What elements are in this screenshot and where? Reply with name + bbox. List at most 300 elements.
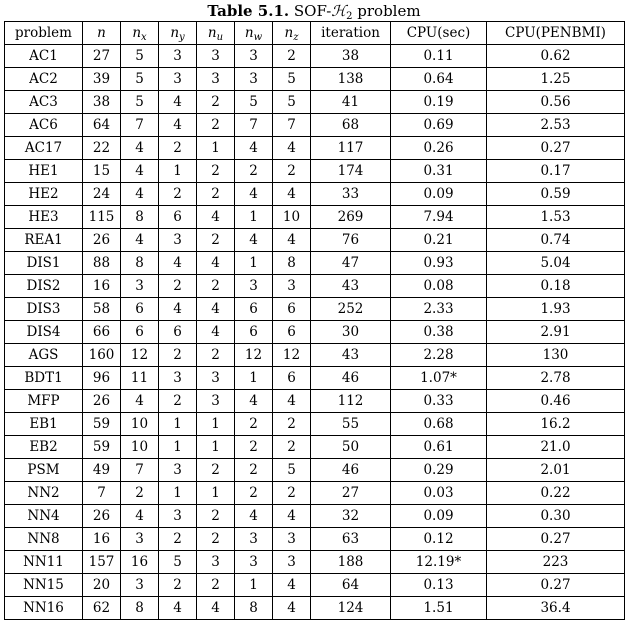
table-cell: 0.09 [391, 183, 487, 206]
table-cell: 4 [121, 137, 159, 160]
table-cell: 68 [311, 114, 391, 137]
table-cell: 0.93 [391, 252, 487, 275]
table-cell: 138 [311, 68, 391, 91]
column-header-subscript: x [141, 31, 147, 43]
table-cell: 76 [311, 229, 391, 252]
table-cell: 0.74 [487, 229, 625, 252]
table-cell: 55 [311, 413, 391, 436]
table-cell: 1 [197, 482, 235, 505]
table-cell: 0.09 [391, 505, 487, 528]
table-cell: 3 [121, 275, 159, 298]
table-cell: AC1 [5, 45, 83, 68]
table-cell: 2 [235, 436, 273, 459]
column-header [273, 22, 311, 45]
table-cell: 4 [273, 505, 311, 528]
table-cell: 0.27 [487, 528, 625, 551]
table-cell: 6 [235, 298, 273, 321]
table-cell: 16 [83, 275, 121, 298]
table-cell: 12 [235, 344, 273, 367]
table-cell: 7 [121, 459, 159, 482]
table-cell: 7 [273, 114, 311, 137]
table-row [5, 436, 625, 459]
table-cell: 3 [159, 459, 197, 482]
table-cell: 0.13 [391, 574, 487, 597]
table-cell: 4 [197, 321, 235, 344]
table-cell: 5 [159, 551, 197, 574]
table-cell: 41 [311, 91, 391, 114]
table-cell: 112 [311, 390, 391, 413]
table-cell: 8 [235, 597, 273, 620]
table-cell: 21.0 [487, 436, 625, 459]
table-cell: EB2 [5, 436, 83, 459]
table-cell: 47 [311, 252, 391, 275]
table-cell: 0.64 [391, 68, 487, 91]
table-cell: 32 [311, 505, 391, 528]
table-row [5, 413, 625, 436]
table-cell: 3 [235, 528, 273, 551]
table-cell: 3 [197, 45, 235, 68]
table-cell: DIS2 [5, 275, 83, 298]
column-header [197, 22, 235, 45]
header-row [5, 22, 625, 45]
table-cell: 4 [197, 298, 235, 321]
table-cell: 160 [83, 344, 121, 367]
table-cell: 0.08 [391, 275, 487, 298]
table-cell: 3 [235, 275, 273, 298]
table-cell: 12 [273, 344, 311, 367]
table-cell: 4 [235, 390, 273, 413]
table-cell: 2 [197, 114, 235, 137]
table-cell: 11 [121, 367, 159, 390]
column-header-label: iteration [321, 24, 380, 41]
caption-prefix: SOF- [293, 2, 332, 20]
table-cell: 0.26 [391, 137, 487, 160]
table-cell: 8 [273, 252, 311, 275]
table-cell: 0.12 [391, 528, 487, 551]
table-cell: 1 [235, 574, 273, 597]
table-cell: 2 [197, 505, 235, 528]
table-cell: 2 [235, 482, 273, 505]
table-cell: 4 [235, 183, 273, 206]
table-caption [0, 1, 628, 21]
table-cell: 8 [121, 206, 159, 229]
column-header-label: n [244, 24, 254, 41]
table-cell: 16 [121, 551, 159, 574]
table-cell: 5 [273, 91, 311, 114]
table-cell: 2 [273, 436, 311, 459]
table-cell: 0.11 [391, 45, 487, 68]
caption-math-sub: 2 [346, 11, 353, 22]
table-cell: 3 [121, 528, 159, 551]
table-cell: 1 [235, 206, 273, 229]
table-cell: 7 [235, 114, 273, 137]
column-header-label: n [170, 24, 180, 41]
table-cell: AC3 [5, 91, 83, 114]
column-header-label: n [284, 24, 294, 41]
table-cell: 223 [487, 551, 625, 574]
table-cell: PSM [5, 459, 83, 482]
table-cell: 2.91 [487, 321, 625, 344]
table-cell: 2 [273, 160, 311, 183]
table-cell: DIS4 [5, 321, 83, 344]
table-cell: 0.29 [391, 459, 487, 482]
table-row [5, 68, 625, 91]
table-cell: 0.27 [487, 137, 625, 160]
table-cell: 1 [159, 436, 197, 459]
table-cell: 2 [197, 91, 235, 114]
table-cell: 6 [273, 298, 311, 321]
table-cell: 5.04 [487, 252, 625, 275]
table-cell: 27 [83, 45, 121, 68]
caption-suffix: problem [352, 2, 421, 20]
column-header-label: CPU(sec) [406, 24, 471, 41]
table-cell: 0.03 [391, 482, 487, 505]
table-cell: BDT1 [5, 367, 83, 390]
table-cell: 66 [83, 321, 121, 344]
table-cell: 15 [83, 160, 121, 183]
table-cell: 4 [235, 229, 273, 252]
table-cell: 59 [83, 436, 121, 459]
table-cell: 64 [311, 574, 391, 597]
table-header [5, 22, 625, 45]
table-cell: 38 [311, 45, 391, 68]
table-cell: HE3 [5, 206, 83, 229]
table-cell: 10 [121, 436, 159, 459]
table-cell: 39 [83, 68, 121, 91]
table-cell: NN16 [5, 597, 83, 620]
table-cell: 20 [83, 574, 121, 597]
table-cell: 0.21 [391, 229, 487, 252]
column-header [83, 22, 121, 45]
table-cell: 0.38 [391, 321, 487, 344]
column-header-label: problem [15, 24, 72, 41]
table-cell: 43 [311, 275, 391, 298]
table-cell: 2 [235, 459, 273, 482]
column-header-label: CPU(PENBMI) [505, 24, 606, 41]
table-cell: 2.53 [487, 114, 625, 137]
table-cell: 3 [197, 390, 235, 413]
table-row [5, 551, 625, 574]
table-cell: 2 [273, 482, 311, 505]
table-cell: 2 [159, 390, 197, 413]
table-cell: 27 [311, 482, 391, 505]
table-cell: 6 [159, 206, 197, 229]
table-cell: 1 [159, 160, 197, 183]
table-row [5, 321, 625, 344]
table-cell: 88 [83, 252, 121, 275]
table-cell: 4 [273, 390, 311, 413]
table-cell: 1.93 [487, 298, 625, 321]
table-cell: 36.4 [487, 597, 625, 620]
table-cell: 5 [121, 91, 159, 114]
table-row [5, 45, 625, 68]
table-cell: 4 [159, 298, 197, 321]
table-cell: 2 [197, 229, 235, 252]
table-cell: 4 [121, 183, 159, 206]
table-cell: NN11 [5, 551, 83, 574]
table-cell: AGS [5, 344, 83, 367]
table-cell: 5 [273, 68, 311, 91]
table-cell: 6 [235, 321, 273, 344]
table-cell: 3 [273, 275, 311, 298]
table-cell: 4 [121, 390, 159, 413]
table-body [5, 45, 625, 620]
table-cell: 3 [273, 528, 311, 551]
table-cell: 3 [197, 68, 235, 91]
table-row [5, 528, 625, 551]
table-cell: REA1 [5, 229, 83, 252]
table-row [5, 183, 625, 206]
table-cell: 0.18 [487, 275, 625, 298]
table-cell: 3 [159, 68, 197, 91]
table-cell: 2 [197, 183, 235, 206]
table-cell: 6 [159, 321, 197, 344]
table-cell: 188 [311, 551, 391, 574]
table-cell: 4 [159, 252, 197, 275]
table-cell: 4 [235, 137, 273, 160]
table-cell: 26 [83, 390, 121, 413]
table-cell: 24 [83, 183, 121, 206]
table-cell: 4 [159, 91, 197, 114]
column-header-label: n [207, 24, 217, 41]
table-cell: 43 [311, 344, 391, 367]
table-cell: 0.61 [391, 436, 487, 459]
table-cell: AC2 [5, 68, 83, 91]
table-cell: 5 [121, 45, 159, 68]
table-cell: DIS1 [5, 252, 83, 275]
table-cell: 4 [235, 505, 273, 528]
table-cell: 3 [235, 551, 273, 574]
table-cell: 26 [83, 229, 121, 252]
table-row [5, 482, 625, 505]
table-row [5, 275, 625, 298]
results-table [4, 21, 625, 620]
table-cell: 3 [235, 45, 273, 68]
table-cell: 117 [311, 137, 391, 160]
table-cell: 2 [159, 275, 197, 298]
table-cell: 2 [159, 183, 197, 206]
table-cell: 58 [83, 298, 121, 321]
table-cell: 3 [159, 45, 197, 68]
caption-math-symbol: ℋ [331, 2, 347, 20]
table-cell: 4 [121, 160, 159, 183]
table-cell: 252 [311, 298, 391, 321]
column-header-subscript: u [216, 31, 224, 43]
table-cell: NN15 [5, 574, 83, 597]
column-header-subscript: w [253, 31, 263, 43]
table-cell: 0.46 [487, 390, 625, 413]
table-cell: 3 [273, 551, 311, 574]
column-header [159, 22, 197, 45]
table-row [5, 206, 625, 229]
table-cell: 6 [273, 321, 311, 344]
caption-label: Table 5.1. [207, 2, 290, 20]
table-cell: 22 [83, 137, 121, 160]
table-cell: 1 [197, 436, 235, 459]
table-cell: 0.22 [487, 482, 625, 505]
table-cell: 16 [83, 528, 121, 551]
table-cell: 2 [235, 160, 273, 183]
table-cell: 4 [121, 229, 159, 252]
table-cell: 59 [83, 413, 121, 436]
table-cell: 33 [311, 183, 391, 206]
table-row [5, 390, 625, 413]
table-cell: 0.69 [391, 114, 487, 137]
table-row [5, 137, 625, 160]
table-row [5, 298, 625, 321]
table-cell: 130 [487, 344, 625, 367]
table-cell: 2 [197, 344, 235, 367]
table-cell: 4 [197, 206, 235, 229]
table-cell: 0.17 [487, 160, 625, 183]
table-cell: 2 [197, 275, 235, 298]
table-cell: 1 [197, 413, 235, 436]
column-header [487, 22, 625, 45]
column-header [235, 22, 273, 45]
table-cell: 2 [121, 482, 159, 505]
table-row [5, 252, 625, 275]
table-cell: 96 [83, 367, 121, 390]
table-cell: 46 [311, 367, 391, 390]
table-cell: 4 [273, 137, 311, 160]
table-cell: 4 [121, 505, 159, 528]
column-header [311, 22, 391, 45]
table-cell: 8 [121, 252, 159, 275]
table-cell: 4 [197, 597, 235, 620]
table-cell: 1 [235, 367, 273, 390]
table-cell: 3 [159, 367, 197, 390]
table-cell: 2 [197, 574, 235, 597]
table-cell: 4 [273, 597, 311, 620]
table-cell: EB1 [5, 413, 83, 436]
table-row [5, 344, 625, 367]
table-cell: 1 [197, 137, 235, 160]
table-cell: 269 [311, 206, 391, 229]
table-row [5, 459, 625, 482]
table-cell: 3 [121, 574, 159, 597]
table-cell: 7.94 [391, 206, 487, 229]
table-cell: 0.56 [487, 91, 625, 114]
table-cell: 46 [311, 459, 391, 482]
table-cell: 10 [273, 206, 311, 229]
table-cell: 2 [159, 137, 197, 160]
table-cell: 0.27 [487, 574, 625, 597]
table-cell: 1.51 [391, 597, 487, 620]
table-cell: NN4 [5, 505, 83, 528]
table-cell: 8 [121, 597, 159, 620]
table-cell: 3 [197, 367, 235, 390]
table-cell: 12 [121, 344, 159, 367]
table-cell: 2 [197, 160, 235, 183]
table-cell: 16.2 [487, 413, 625, 436]
table-cell: 1 [159, 413, 197, 436]
table-cell: 4 [273, 574, 311, 597]
column-header-label: n [97, 24, 106, 41]
table-cell: 2 [159, 344, 197, 367]
table-cell: 2 [197, 528, 235, 551]
table-cell: 63 [311, 528, 391, 551]
table-cell: 1.07* [391, 367, 487, 390]
table-cell: 64 [83, 114, 121, 137]
table-cell: 0.68 [391, 413, 487, 436]
table-row [5, 505, 625, 528]
table-cell: 10 [121, 413, 159, 436]
table-row [5, 597, 625, 620]
table-cell: 0.31 [391, 160, 487, 183]
table-cell: AC6 [5, 114, 83, 137]
table-cell: 62 [83, 597, 121, 620]
table-cell: 7 [83, 482, 121, 505]
column-header-subscript: z [293, 31, 299, 43]
table-cell: 2 [159, 528, 197, 551]
column-header [391, 22, 487, 45]
table-cell: 7 [121, 114, 159, 137]
table-cell: 3 [159, 229, 197, 252]
table-cell: 12.19* [391, 551, 487, 574]
table-cell: 6 [121, 298, 159, 321]
table-cell: 115 [83, 206, 121, 229]
table-row [5, 574, 625, 597]
column-header-subscript: y [179, 31, 185, 43]
table-cell: 4 [273, 183, 311, 206]
table-cell: 4 [273, 229, 311, 252]
table-cell: 1 [159, 482, 197, 505]
table-cell: 30 [311, 321, 391, 344]
table-cell: 2 [235, 413, 273, 436]
table-cell: DIS3 [5, 298, 83, 321]
table-cell: 0.62 [487, 45, 625, 68]
table-cell: 1 [235, 252, 273, 275]
table-cell: 4 [197, 252, 235, 275]
table-row [5, 229, 625, 252]
table-cell: 6 [273, 367, 311, 390]
table-cell: 2.33 [391, 298, 487, 321]
table-cell: 2.78 [487, 367, 625, 390]
table-cell: 0.59 [487, 183, 625, 206]
table-cell: NN8 [5, 528, 83, 551]
table-cell: AC17 [5, 137, 83, 160]
table-cell: 2.28 [391, 344, 487, 367]
table-cell: NN2 [5, 482, 83, 505]
table-cell: 4 [159, 114, 197, 137]
column-header [5, 22, 83, 45]
table-cell: 3 [197, 551, 235, 574]
table-cell: HE2 [5, 183, 83, 206]
column-header [121, 22, 159, 45]
table-row [5, 114, 625, 137]
table-cell: 49 [83, 459, 121, 482]
table-cell: 2.01 [487, 459, 625, 482]
table-cell: 0.19 [391, 91, 487, 114]
table-row [5, 367, 625, 390]
table-cell: HE1 [5, 160, 83, 183]
table-cell: 174 [311, 160, 391, 183]
table-cell: 3 [235, 68, 273, 91]
column-header-label: n [132, 24, 142, 41]
table-row [5, 160, 625, 183]
table-cell: 5 [121, 68, 159, 91]
table-cell: 0.33 [391, 390, 487, 413]
table-cell: 50 [311, 436, 391, 459]
table-cell: 2 [197, 459, 235, 482]
table-cell: 3 [159, 505, 197, 528]
table-cell: 5 [273, 459, 311, 482]
table-cell: 2 [273, 45, 311, 68]
table-cell: 2 [273, 413, 311, 436]
table-cell: MFP [5, 390, 83, 413]
table-cell: 0.30 [487, 505, 625, 528]
table-row [5, 91, 625, 114]
